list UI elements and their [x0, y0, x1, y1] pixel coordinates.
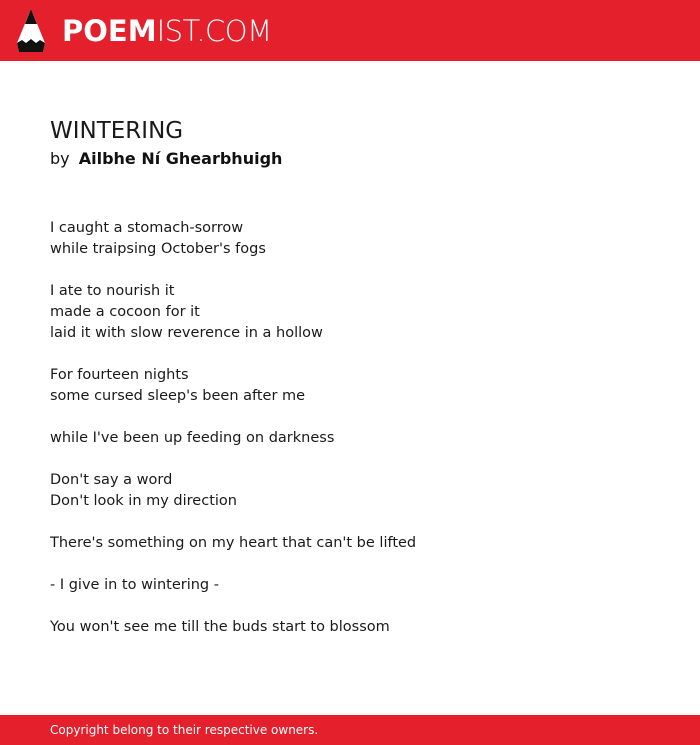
poem-line: I ate to nourish it [50, 283, 175, 299]
pencil-tip-icon[interactable] [17, 9, 45, 52]
poem-title: WINTERING [50, 118, 184, 144]
by-label: by [50, 149, 70, 168]
brand-name-light: IST.COM [156, 13, 272, 48]
poem-line: while I've been up feeding on darkness [50, 430, 335, 446]
site-logo-link[interactable] [62, 0, 272, 61]
poem-line: laid it with slow reverence in a hollow [50, 325, 323, 341]
poem-line: Don't look in my direction [50, 493, 237, 509]
poem-body [50, 218, 650, 638]
poem-line: You won't see me till the buds start to blossom [50, 619, 390, 635]
author-name[interactable]: Ailbhe Ní Ghearbhuigh [78, 149, 283, 168]
poem-line: There's something on my heart that can't be lifted [50, 535, 417, 551]
copyright-notice: Copyright belong to their respective owners. [50, 723, 319, 737]
stanza-break [50, 260, 650, 281]
poem-line: I caught a stomach-sorrow [50, 220, 244, 236]
poem-line: while traipsing October's fogs [50, 241, 266, 257]
poem-line: - I give in to wintering - [50, 577, 219, 593]
byline [50, 148, 282, 170]
poem-line: For fourteen nights [50, 367, 189, 383]
poem-line: Don't say a word [50, 472, 173, 488]
poem-line: made a cocoon for it [50, 304, 200, 320]
site-footer [0, 715, 700, 745]
stanza-break [50, 596, 650, 617]
stanza-break [50, 407, 650, 428]
site-header [0, 0, 700, 61]
poem-line: some cursed sleep's been after me [50, 388, 306, 404]
stanza-break [50, 512, 650, 533]
brand-name-bold: POEM [62, 13, 157, 48]
stanza-break [50, 449, 650, 470]
stanza-break [50, 554, 650, 575]
stanza-break [50, 344, 650, 365]
